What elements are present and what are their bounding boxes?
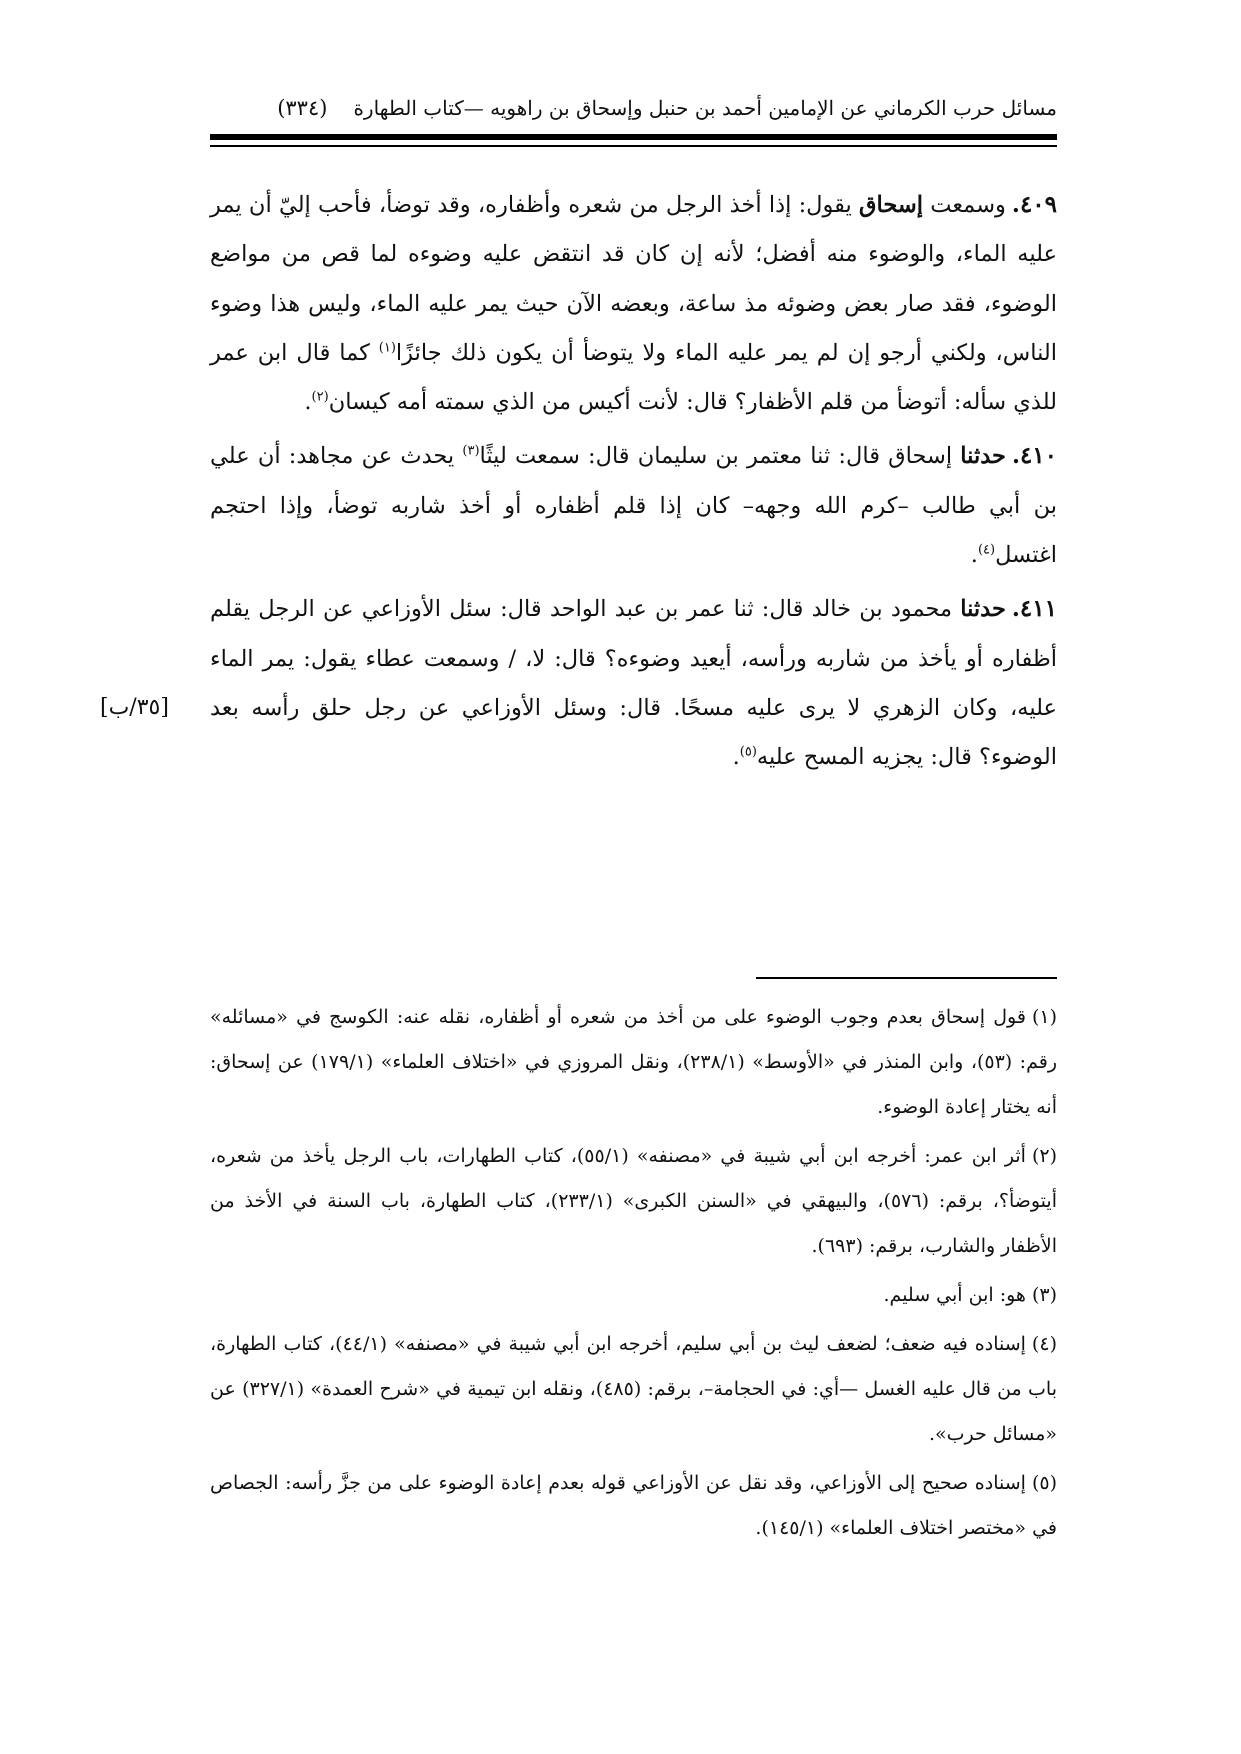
running-header xyxy=(210,86,1057,130)
footnote-text: إسناده فيه ضعف؛ لضعف ليث بن أبي سليم، أخرجه ابن أبي شيبة في «مصنفه» (٤٤/١)، كتاب الطهارة، باب من قال عليه الغسل —أي: في الحجامة–، برقم: (٤٨٥)، ونقله ابن تيمية في «شرح العمدة» (٣٢٧/١) عن «مسائل حرب». xyxy=(210,1333,1057,1445)
paragraph-number: ٤٠٩. xyxy=(1011,191,1057,218)
paragraph-keyword: حدثنا xyxy=(960,443,1006,470)
footnote-5 xyxy=(210,1461,1057,1551)
manuscript-folio-note: [٣٥/ب] xyxy=(100,695,169,720)
paragraph-text: يقول: إذا أخذ الرجل من شعره وأظفاره، وقد توضأ، فأحب إليّ أن يمر عليه الماء، والوضوء منه أفضل؛ لأنه إن كان قد انتقض عليه وضوءه لما قص من مواضع الوضوء، فقد صار بعض وضوئه مذ ساعة، وبعضه الآن حيث يمر عليه الماء، وليس هذا وضوء الناس، ولكني أرجو إن لم يمر عليه الماء ولا يتوضأ أن يكون ذلك جائزًا xyxy=(210,192,1057,366)
footnote-separator xyxy=(756,977,1057,979)
paragraph-409 xyxy=(210,180,1057,427)
paragraph-text: . xyxy=(970,542,978,569)
paragraph-411 xyxy=(210,584,1057,782)
footnote-marker[interactable]: (١) xyxy=(378,340,396,356)
header-rule-thick xyxy=(210,134,1057,140)
footnote-marker[interactable]: (٢) xyxy=(311,389,329,405)
paragraph-text: وسمعت xyxy=(930,192,1006,218)
paragraph-410 xyxy=(210,431,1057,580)
paragraph-text: . xyxy=(304,389,312,416)
main-text xyxy=(210,180,1057,787)
footnote-number: (١) xyxy=(1031,1006,1057,1028)
footnote-text: إسناده صحيح إلى الأوزاعي، وقد نقل عن الأوزاعي قوله بعدم إعادة الوضوء على من جزَّ رأسه: الجصاص في «مختصر اختلاف العلماء» (١٤٥/١). xyxy=(210,1472,1057,1539)
paragraph-text: . xyxy=(732,744,740,771)
footnote-number: (٥) xyxy=(1031,1472,1057,1494)
footnote-text: هو: ابن أبي سليم. xyxy=(883,1284,1026,1306)
paragraph-keyword: حدثنا xyxy=(960,596,1006,623)
page-number: (٣٣٤) xyxy=(277,96,328,120)
paragraph-text: محمود بن خالد قال: ثنا عمر بن عبد الواحد قال: سئل الأوزاعي عن الرجل يقلم أظفاره أو يأخذ من شاربه ورأسه، أيعيد وضوءه؟ قال: لا، / وسمعت عطاء يقول: يمر الماء عليه، وكان الزهري لا يرى عليه مسحًا. قال: وسئل الأوزاعي عن رجل حلق رأسه بعد الوضوء؟ قال: يجزيه المسح عليه xyxy=(210,596,1057,771)
footnote-text: قول إسحاق بعدم وجوب الوضوء على من أخذ من شعره أو أظفاره، نقله عنه: الكوسج في «مسائله» رقم: (٥٣)، وابن المنذر في «الأوسط» (٢٣٨/١)، ونقل المروزي في «اختلاف العلماء» (١٧٩/١) عن إسحاق: أنه يختار إعادة الوضوء. xyxy=(210,1006,1057,1118)
footnote-3 xyxy=(210,1273,1057,1318)
footnote-2 xyxy=(210,1134,1057,1269)
footnote-text: أثر ابن عمر: أخرجه ابن أبي شيبة في «مصنفه» (٥٥/١)، كتاب الطهارات، باب الرجل يأخذ من شعره، أيتوضأ؟، برقم: (٥٧٦)، والبيهقي في «السنن الكبرى» (٢٣٣/١)، كتاب الطهارة، باب السنة في الأخذ من الأظفار والشارب، برقم: (٦٩٣). xyxy=(210,1145,1057,1257)
paragraph-text: إسحاق قال: ثنا معتمر بن سليمان قال: سمعت ليثًا xyxy=(479,443,953,470)
paragraph-number: ٤١١. xyxy=(1011,595,1057,623)
paragraph-number: ٤١٠. xyxy=(1011,442,1058,470)
footnote-marker[interactable]: (٥) xyxy=(739,744,757,760)
footnote-1 xyxy=(210,995,1057,1130)
footnote-number: (٢) xyxy=(1031,1145,1057,1167)
paragraph-text: يحدث عن مجاهد: أن علي بن أبي طالب –كرم الله وجهه– كان إذا قلم أظفاره أو أخذ شاربه توضأ، وإذا احتجم اغتسل xyxy=(210,443,1057,569)
footnote-marker[interactable]: (٣) xyxy=(462,443,480,459)
paragraph-text: كما قال ابن عمر للذي سأله: أتوضأ من قلم الأظفار؟ قال: لأنت أكيس من الذي سمته أمه كيسان xyxy=(210,339,1057,416)
footnote-4 xyxy=(210,1322,1057,1457)
footnote-marker[interactable]: (٤) xyxy=(977,542,996,558)
paragraph-keyword: إسحاق xyxy=(859,192,923,218)
footnotes xyxy=(210,995,1057,1555)
header-title: مسائل حرب الكرماني عن الإمامين أحمد بن حنبل وإسحاق بن راهويه —كتاب الطهارة xyxy=(353,96,1057,120)
footnote-number: (٤) xyxy=(1031,1333,1057,1355)
footnote-number: (٣) xyxy=(1031,1284,1057,1306)
header-rule-thin xyxy=(210,145,1057,147)
